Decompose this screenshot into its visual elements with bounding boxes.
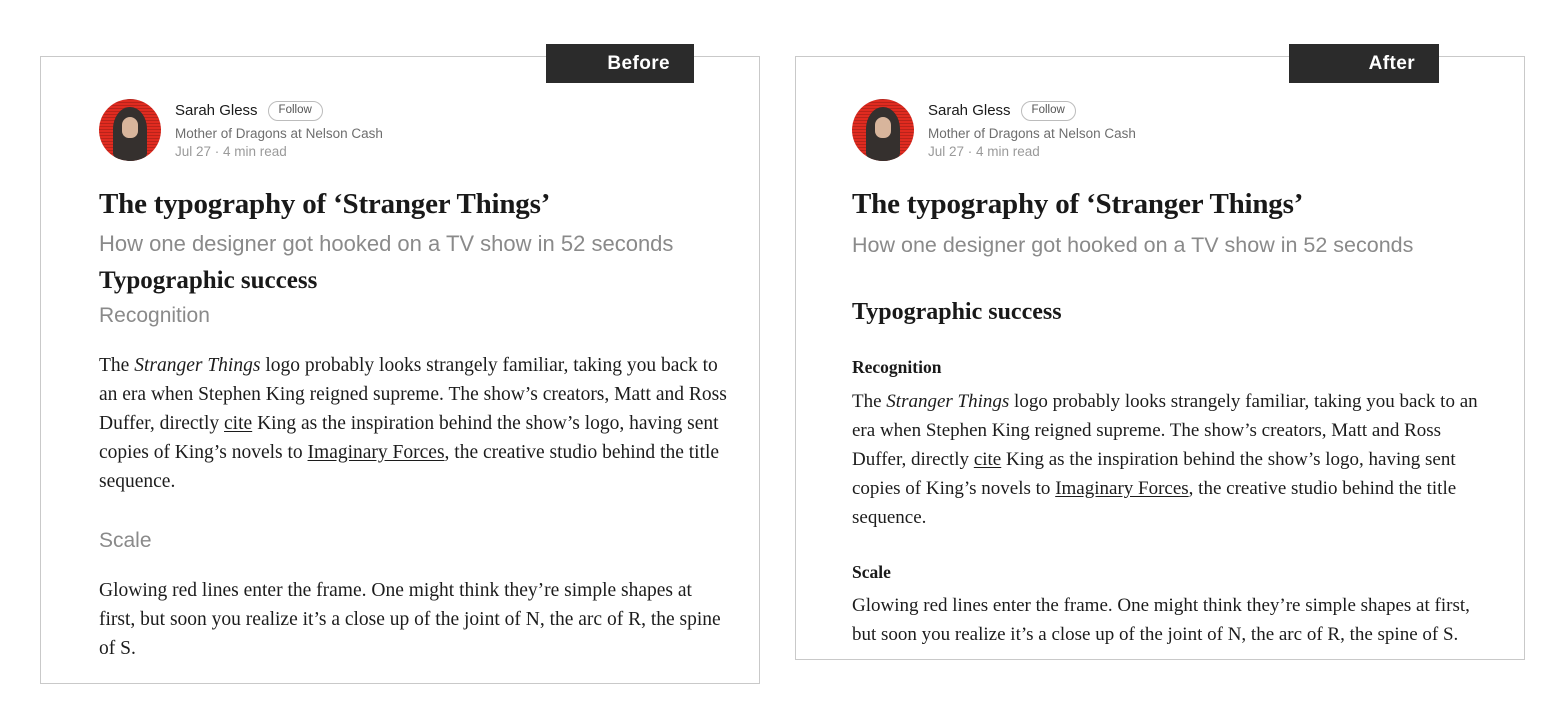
byline <box>852 99 1492 161</box>
paragraph-scale: Glowing red lines enter the frame. One might think they’re simple shapes at first, but soon you realize it’s a close up of the joint of N, the arc of R, the spine of S. <box>99 580 721 660</box>
name-row <box>175 101 383 121</box>
follow-button[interactable]: Follow <box>1021 101 1076 121</box>
section-heading: Typographic success <box>852 298 1062 325</box>
sub-heading-scale: Scale <box>852 561 891 582</box>
paragraph-text-part: The <box>852 390 887 412</box>
link-cite[interactable]: cite <box>973 448 1002 470</box>
article-before <box>99 99 729 683</box>
paragraph-text-part: logo probably looks strangely familiar, taking you back to an era when Stephen King reigned supreme. The show’s creators, Matt and Ross Duffer, directly <box>99 354 727 434</box>
article-meta: Jul 27 · 4 min read <box>928 143 1040 159</box>
link-imaginary-forces[interactable]: Imaginary Forces <box>1055 477 1189 499</box>
byline <box>99 99 729 161</box>
sub-heading-scale: Scale <box>99 528 152 552</box>
paragraph-recognition <box>852 387 1492 532</box>
article-meta: Jul 27 · 4 min read <box>175 143 287 159</box>
author-bio: Mother of Dragons at Nelson Cash <box>175 125 383 141</box>
article-subtitle: How one designer got hooked on a TV show in 52 seconds <box>852 232 1414 257</box>
user-avatar-photo-icon <box>99 99 161 161</box>
paragraph-text-part: logo probably looks strangely familiar, taking you back to an era when Stephen King reigned supreme. The show’s creators, Matt and Ross Duffer, directly <box>852 390 1478 470</box>
paragraph-recognition <box>99 351 729 496</box>
follow-button[interactable]: Follow <box>268 101 323 121</box>
byline-text <box>175 99 383 159</box>
panel-before <box>40 56 760 684</box>
panel-after <box>795 56 1525 660</box>
name-row <box>928 101 1136 121</box>
article-subtitle: How one designer got hooked on a TV show in 52 seconds <box>99 230 674 256</box>
article-title: The typography of ‘Stranger Things’ <box>852 188 1304 220</box>
paragraph-scale: Glowing red lines enter the frame. One might think they’re simple shapes at first, but soon you realize it’s a close up of the joint of N, the arc of R, the spine of S. <box>852 595 1470 646</box>
paragraph-text-part: King as the inspiration behind the show’s logo, having sent copies of King’s novels to <box>99 412 719 463</box>
article-after <box>852 99 1492 668</box>
author-name: Sarah Gless <box>175 101 258 119</box>
byline-text <box>928 99 1136 159</box>
sub-heading-recognition: Recognition <box>852 356 942 377</box>
sub-heading-recognition: Recognition <box>99 303 210 327</box>
link-imaginary-forces[interactable]: Imaginary Forces <box>307 441 445 463</box>
author-name: Sarah Gless <box>928 101 1011 119</box>
paragraph-text-part: The <box>99 354 135 376</box>
section-heading: Typographic success <box>99 267 318 295</box>
paragraph-text-part: , the creative studio behind the title sequence. <box>99 441 720 492</box>
emphasis-show-name: Stranger Things <box>886 390 1010 412</box>
article-title: The typography of ‘Stranger Things’ <box>99 188 551 220</box>
emphasis-show-name: Stranger Things <box>134 354 261 376</box>
badge-before: Before <box>546 44 694 83</box>
badge-after: After <box>1289 44 1439 83</box>
paragraph-text-part: King as the inspiration behind the show’s logo, having sent copies of King’s novels to <box>852 448 1456 499</box>
link-cite[interactable]: cite <box>224 412 253 434</box>
author-bio: Mother of Dragons at Nelson Cash <box>928 125 1136 141</box>
user-avatar-photo-icon <box>852 99 914 161</box>
paragraph-text-part: , the creative studio behind the title sequence. <box>852 477 1457 528</box>
